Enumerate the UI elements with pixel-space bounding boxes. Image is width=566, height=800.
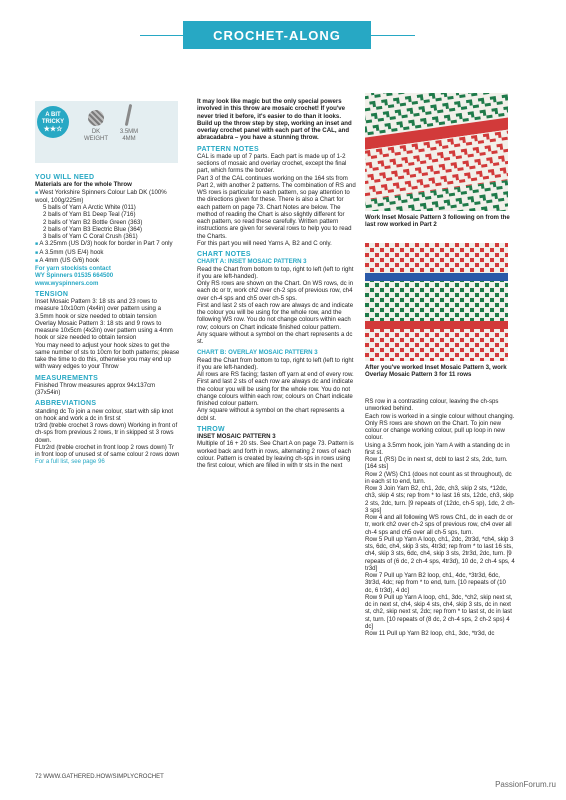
pattern-row: Row 1 (RS) Dc in next st, dcbl to last 2 sts, 2dc, turn. [164 sts] — [365, 456, 508, 471]
chart-a-heading: CHART A: INSET MOSAIC PATTERN 3 — [197, 258, 307, 266]
pattern-row: Row 4 and all following WS rows Ch1, dc in each dc or tr, work ch2 over ch-2 sps of previous row, ch4 over all ch-4 sps and ch5 over all ch-5 sps, turn. — [365, 514, 513, 536]
intro-text: It may look like magic but the only special powers involved in this throw are mosaic crochet! If you've never tried it before, it's easier to do than it looks. Build up the throw step by step, working an inset and overlay crochet panel with each part of the CAL, and abracadabra – you have a stunning throw. — [197, 98, 352, 142]
pattern-row: Row 5 Pull up Yarn A loop, ch1, 2dc, 2tr3d, *ch4, skip 3 sts, 6dc, ch4, skip 3 sts, 4tr3d; rep from * to last 16 sts, ch4, skip 3 sts, 6dc, ch4, skip 3 sts, 2tr3d, 2dc, turn. [9 repeats of (6 dc, 2 ch-4 sps, 4tr3d), 10 dc, 2 ch-4 sps, 4 tr3d] — [365, 535, 515, 572]
yarn-ball-icon — [88, 110, 104, 126]
materials-item: ■ A 3.25mm (US D/3) hook for border in Part 7 only — [35, 240, 180, 248]
star-icons: ★★☆ — [43, 125, 63, 133]
chart-a-note: Read the Chart from bottom to top, right to left (left to right if you are left-handed). — [197, 265, 354, 280]
pattern-note: Part 3 of the CAL continues working on the 164 sts from Part 2, with another 2 patterns. The combination of RS and WS rows is particular to each pattern, so pay attention to the directions given for these. There is also a Chart for each pattern on page 73. Chart Notes are below. The method of reading the Chart is also slightly different for each pattern, so read these carefully. Written pattern instructions are given for several rows to help you to read the Charts. — [197, 174, 356, 240]
tension-heading: TENSION — [35, 290, 69, 298]
middle-column — [197, 98, 357, 469]
stockists-line: WY Spinners 01535 664500 — [35, 272, 114, 280]
abbreviation-item: tr3rd (treble crochet 3 rows down) Working in front of ch-sps from previous 2 rows, tr in skipped st 3 rows down. — [35, 422, 178, 444]
chart-b-heading: CHART B: OVERLAY MOSAIC PATTERN 3 — [197, 349, 318, 357]
crochet-photo-overlay-mosaic — [365, 243, 508, 361]
tension-text: You may need to adjust your hook sizes to get the same number of sts to 10cm for both patterns; please take the time to do this, otherwise you may end up with wavy edges to your Throw — [35, 341, 180, 371]
pattern-notes-heading: PATTERN NOTES — [197, 145, 259, 153]
photo-caption-1: Work Inset Mosaic Pattern 3 following on from the last row worked in Part 2 — [365, 214, 510, 229]
throw-heading: THROW — [197, 425, 225, 433]
materials-item: 2 balls of Yarn B3 Electric Blue (364) — [43, 225, 143, 233]
pattern-row: Using a 3.5mm hook, join Yarn A with a standing dc in first st. — [365, 441, 510, 456]
materials-item: ■ West Yorkshire Spinners Colour Lab DK (100% wool, 100g/225m) — [35, 189, 180, 205]
pattern-row: Each row is worked in a single colour without changing. Only RS rows are shown on the Chart. To join new colour or change working colour, pull up loop in new colour. — [365, 412, 515, 442]
abbreviation-item: FLtr2rd (treble crochet in front loop 2 rows down) Tr in front loop of unused st of same colour 2 rows down — [35, 443, 180, 458]
chart-a-note: Any square without a symbol on the chart represents a dc st. — [197, 330, 353, 345]
measurements-heading: MEASUREMENTS — [35, 374, 99, 382]
right-column — [365, 398, 515, 637]
pattern-row: Row 2 (WS) Ch1 (does not count as st throughout), dc in each st to end, turn. — [365, 470, 512, 485]
watermark: PassionForum.ru — [495, 780, 556, 789]
stockists-line: For yarn stockists contact — [35, 265, 111, 272]
chart-b-note: Any square without a symbol on the chart represents a dcbl st. — [197, 407, 345, 422]
tension-text: Overlay Mosaic Pattern 3: 18 sts and 9 rows to measure 10x5cm (4x2in) over pattern using a 4mm hook or size needed to obtain tension — [35, 319, 173, 342]
left-column — [35, 174, 180, 466]
pattern-row: Row 11 Pull up Yarn B2 loop, ch1, 3dc, *tr3d, dc — [365, 630, 495, 637]
difficulty-badge: A BIT TRICKY ★★☆ — [37, 106, 69, 138]
page-footer: 72 WWW.GATHERED.HOW/SIMPLYCROCHET — [35, 774, 164, 780]
crochet-photo-inset-mosaic — [365, 93, 508, 211]
chart-notes-heading: CHART NOTES — [197, 251, 251, 258]
chart-a-note: First and last 2 sts of each row are always dc and indicate the colour you will be using for the whole row, and the following WS row. You do not change colours within each row; colours on Chart indicate finished colour pattern. — [197, 301, 354, 331]
abbreviation-link[interactable]: For a full list, see page 96 — [35, 458, 105, 466]
pattern-note: For this part you will need Yarns A, B2 and C only. — [197, 239, 332, 247]
abbreviations-heading: ABBREVIATIONS — [35, 400, 97, 408]
materials-item: 3 balls of Yarn C Coral Crush (361) — [43, 233, 138, 240]
chart-b-note: All rows are RS facing; fasten off yarn at end of every row. — [197, 371, 354, 378]
materials-item: 2 balls of Yarn B2 Bottle Green (363) — [43, 218, 143, 226]
materials-intro: Materials are for the whole Throw — [35, 181, 132, 189]
materials-item: 2 balls of Yarn B1 Deep Teal (716) — [43, 211, 136, 219]
materials-item: 5 balls of Yarn A Arctic White (011) — [43, 204, 136, 211]
abbreviation-item: standing dc To join a new colour, start with slip knot on hook and work a dc in first st — [35, 407, 174, 422]
pattern-row: RS row in a contrasting colour, leaving the ch-sps unworked behind. — [365, 398, 499, 413]
measurements-text: Finished Throw measures approx 94x137cm (37x54in) — [35, 381, 156, 396]
chart-b-note: Read the Chart from bottom to top, right to left (left to right if you are left-handed). — [197, 356, 354, 371]
chart-b-note: First and last 2 sts of each row are always dc and indicate the colour you will be using for the whole row. You do not change colours within each row; colours on Chart indicate finished colour pattern. — [197, 378, 354, 407]
throw-text: Multiple of 16 + 20 sts. See Chart A on page 73. Pattern is worked back and forth in rows, alternating 2 rows of each colour. Pattern is created by leaving ch-sps in rows using the first colour, which are filled in with tr sts in the next — [197, 440, 354, 469]
stockists-link[interactable]: www.wyspinners.com — [35, 279, 99, 287]
weight-label: DK WEIGHT — [84, 129, 108, 142]
chart-a-note: Only RS rows are shown on the Chart. On WS rows, dc in each dc or tr, work ch2 over ch-2 sps of previous row, ch4 over ch-4 sps and ch5 over ch-5 sps. — [197, 280, 354, 302]
tension-text: Inset Mosaic Pattern 3: 18 sts and 23 rows to measure 10x10cm (4x4in) over pattern using a 3.5mm hook or size needed to obtain tension — [35, 298, 162, 320]
pattern-row: Row 3 Join Yarn B2, ch1, 2dc, ch3, skip 2 sts, *12dc, ch3, skip 4 sts; rep from * to last 16 sts, 12dc, ch3, skip 2 sts, 2dc, turn. [9 repeats of (12dc, ch-5 sp), 1dc, 2 ch-3 sps] — [365, 485, 515, 514]
you-will-need-heading: YOU WILL NEED — [35, 174, 95, 181]
photo-caption-2: After you've worked Inset Mosaic Pattern 3, work Overlay Mosaic Pattern 3 for 11 rows — [365, 364, 507, 379]
materials-item: ■ A 4mm (US G/6) hook — [35, 257, 180, 265]
pattern-row: Row 9 Pull up Yarn A loop, ch1, 3dc, *ch2, skip next st, dc in next st, ch4, skip 4 sts, ch4, skip 3 sts, dc in next st, ch2, skip next st, 2dc; rep from * to last st, dc in last st, turn. [10 repeats of (8 dc, 2 ch-4 sps, 2 ch-2 sps) 4 dc] — [365, 593, 513, 630]
pattern-row: Row 7 Pull up Yarn B2 loop, ch1, 4dc, *3tr3d, 6dc, 3tr3d, 4dc; rep from * to end, turn. [10 repeats of (10 dc, 6 tr3d), 4 dc] — [365, 572, 506, 594]
materials-item: ■ A 3.5mm (US E/4) hook — [35, 249, 180, 257]
throw-subheading: INSET MOSAIC PATTERN 3 — [197, 433, 276, 440]
section-banner: CROCHET-ALONG — [193, 21, 361, 49]
pattern-note: CAL is made up of 7 parts. Each part is made up of 1-2 sections of mosaic and overlay crochet, except the final part, which forms the border. — [197, 152, 347, 175]
hook-size-label: 3.5MM 4MM — [119, 129, 139, 142]
